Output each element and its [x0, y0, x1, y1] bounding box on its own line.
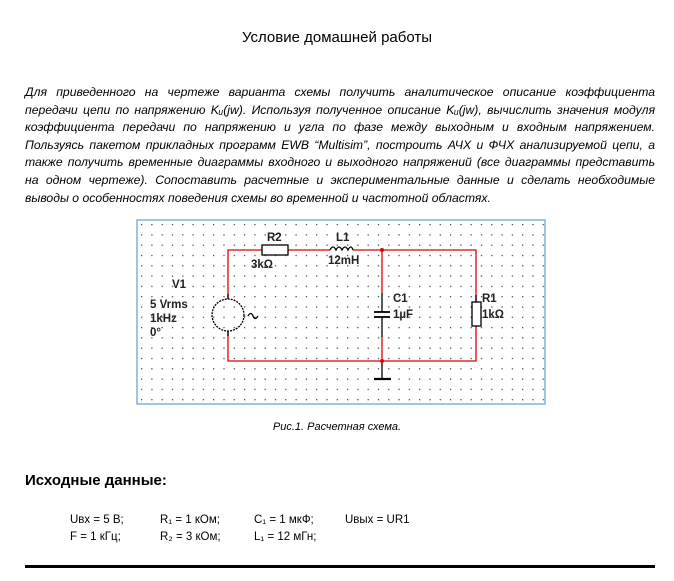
v1-label: V1	[172, 279, 187, 291]
param-r1: R₁ = 1 кОм;	[160, 514, 220, 526]
r1-label: R1	[482, 293, 497, 305]
param-output-voltage: Uвых = UR1	[345, 514, 410, 526]
c1-value: 1µF	[393, 309, 414, 321]
v1-frequency: 1kHz	[150, 313, 177, 325]
r2-label: R2	[267, 232, 282, 244]
v1-phase: 0°	[150, 327, 161, 339]
param-input-voltage: Uвх = 5 В;	[70, 514, 124, 526]
param-r2: R₂ = 3 кОм;	[160, 531, 221, 543]
l1-value: 12mH	[328, 255, 360, 267]
task-description: Для приведенного на чертеже варианта схемы получить аналитическое описание коэффициента передачи цепи по напряжению Kᵤ(jw). Используя полученное описание Kᵤ(jw), вычислить значения модуля коэффициента передачи по напряжению и угла по фазе между выходным и входным напряжением. Пользуясь пакетом прикладных программ EWB “Multisim”, построить АЧХ и ФЧХ анализируемой цепи, а также получить временные диаграммы входного и выходного напряжений (все диаграммы представить на одном чертеже). Сопоставить расчетные и экспериментальные данные и сделать необходимые выводы о особенностях поведения схемы во временной и частотной областях.	[25, 85, 655, 205]
v1-amplitude: 5 Vrms	[150, 299, 188, 311]
r2-value: 3kΩ	[251, 259, 274, 271]
r1-resistor-symbol	[472, 302, 481, 326]
r2-resistor-symbol	[262, 245, 288, 255]
l1-label: L1	[336, 232, 350, 244]
param-frequency: F = 1 кГц;	[70, 531, 121, 543]
figure-caption: Рис.1. Расчетная схема.	[272, 421, 402, 433]
page-title: Условие домашней работы	[241, 29, 433, 46]
horizontal-rule	[25, 565, 655, 568]
r1-value: 1kΩ	[482, 309, 505, 321]
param-l1: L₁ = 12 мГн;	[254, 531, 317, 543]
c1-label: C1	[393, 293, 408, 305]
param-c1: C₁ = 1 мкФ;	[254, 514, 314, 526]
source-data-heading: Исходные данные:	[25, 472, 167, 489]
